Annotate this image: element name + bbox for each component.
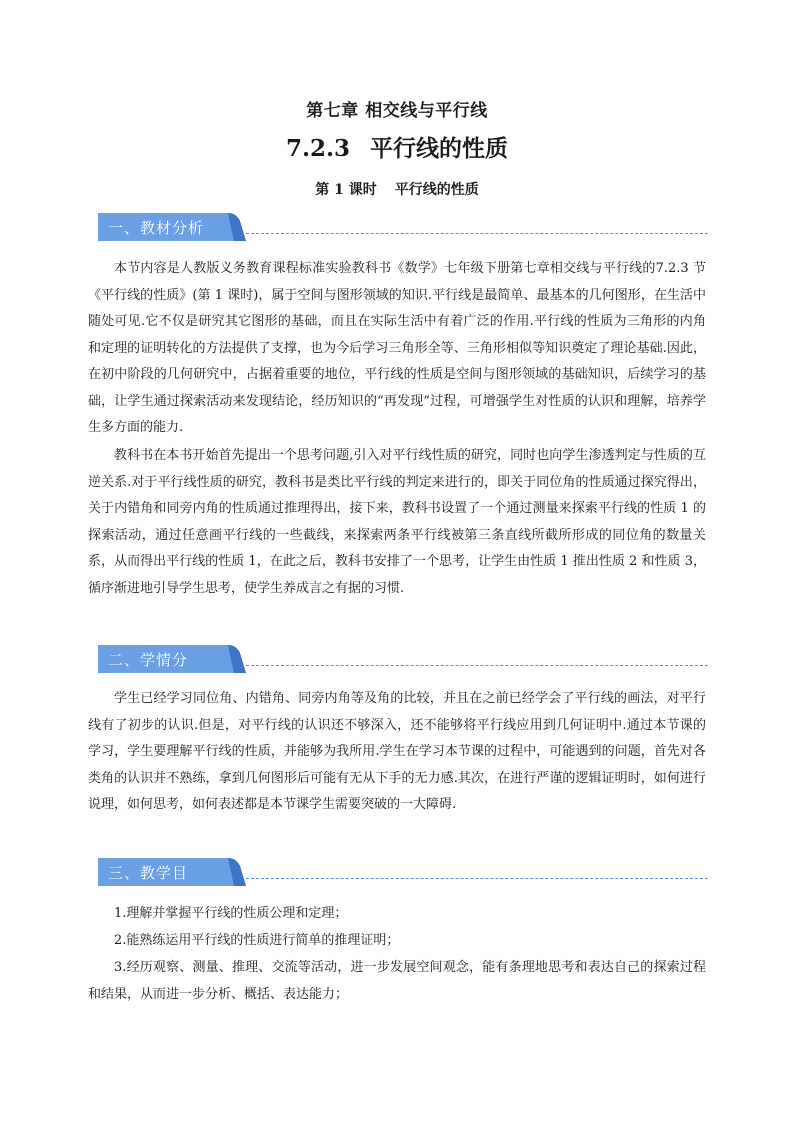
section-tab bbox=[98, 213, 246, 241]
section-tab bbox=[98, 645, 246, 673]
title-text: 平行线的性质 bbox=[370, 135, 509, 162]
section-divider bbox=[246, 665, 708, 666]
lesson-topic: 平行线的性质 bbox=[394, 182, 479, 198]
section-divider bbox=[246, 878, 708, 879]
section-divider bbox=[246, 233, 708, 234]
paragraph: 教科书在本书开始首先提出一个思考问题,引入对平行线性质的研究，同时也向学生渗透判定与性质的互逆关系.对于平行线性质的研究，教科书是类比平行线的判定来进行的，即关于同位角的性质通过探究得出，关于内错角和同旁内角的性质通过推理得出，接下来，教科书设置了一个通过测量来探索平行线的性质 1 的探索活动，通过任意画平行线的一些截线，来探索两条平行线被第三条直线所截所形成的同位角的数量关系，从而得出平行线的性质 1，在此之后，教科书安排了一个思考，让学生由性质 1 推出性质 2 和性质 3，循序渐进地引导学生思考，使学生养成言之有据的习惯. bbox=[88, 448, 706, 596]
page-title bbox=[0, 130, 794, 163]
chapter-heading: 第七章 相交线与平行线 bbox=[306, 101, 488, 121]
goal-item: 3.经历观察、测量、推理、交流等活动，进一步发展空间观念，能有条理地思考和表达自己的探索过程和结果，从而进一步分析、概括、表达能力； bbox=[88, 960, 706, 1002]
lesson-subtitle bbox=[0, 179, 794, 199]
goal-item: 2.能熟练运用平行线的性质进行简单的推理证明； bbox=[114, 933, 400, 948]
paragraph: 学生已经学习同位角、内错角、同旁内角等及角的比较，并且在之前已经学会了平行线的画法，对平行线有了初步的认识.但是，对平行线的认识还不够深入，还不能够将平行线应用到几何证明中.通过本节课的学习，学生要理解平行线的性质，并能够为我所用.学生在学习本节课的过程中，可能遇到的问题，首先对各类角的认识并不熟练，拿到几何图形后可能有无从下手的无力感.其次，在进行严谨的逻辑证明时，如何进行说理，如何思考，如何表述都是本节课学生需要突破的一大障碍. bbox=[88, 691, 706, 812]
section-label: 一、教材分析 bbox=[108, 219, 205, 237]
section-header-student-analysis bbox=[98, 645, 708, 673]
goal-item: 1.理解并掌握平行线的性质公理和定理； bbox=[114, 906, 348, 921]
lesson-period: 第 1 课时 bbox=[315, 182, 377, 198]
paragraph: 本节内容是人教版义务教育课程标准实验教科书《数学》七年级下册第七章相交线与平行线的7.2.3 节《平行线的性质》(第 1 课时)，属于空间与图形领域的知识.平行线是最简单、最基本的几何图形，在生活中随处可见.它不仅是研究其它图形的基础，而且在实际生活中有着广泛的作用.平行线的性质为三角形的内角和定理的证明转化的方法提供了支撑，也为今后学习三角形全等、三角形相似等知识奠定了理论基础.因此，在初中阶段的几何研究中，占据着重要的地位，平行线的性质是空间与图形领域的基础知识，后续学习的基础，让学生通过探索活动来发现结论，经历知识的“再发现”过程，可增强学生对性质的认识和理解，培养学生多方面的能力. bbox=[88, 261, 706, 435]
section-header-teaching-goals bbox=[98, 858, 708, 886]
section-label: 三、教学目 bbox=[108, 864, 189, 882]
title-number: 7.2.3 bbox=[285, 135, 351, 162]
section-label: 二、学情分 bbox=[108, 651, 189, 669]
section-tab bbox=[98, 858, 246, 886]
section-header-textbook-analysis bbox=[98, 213, 708, 241]
